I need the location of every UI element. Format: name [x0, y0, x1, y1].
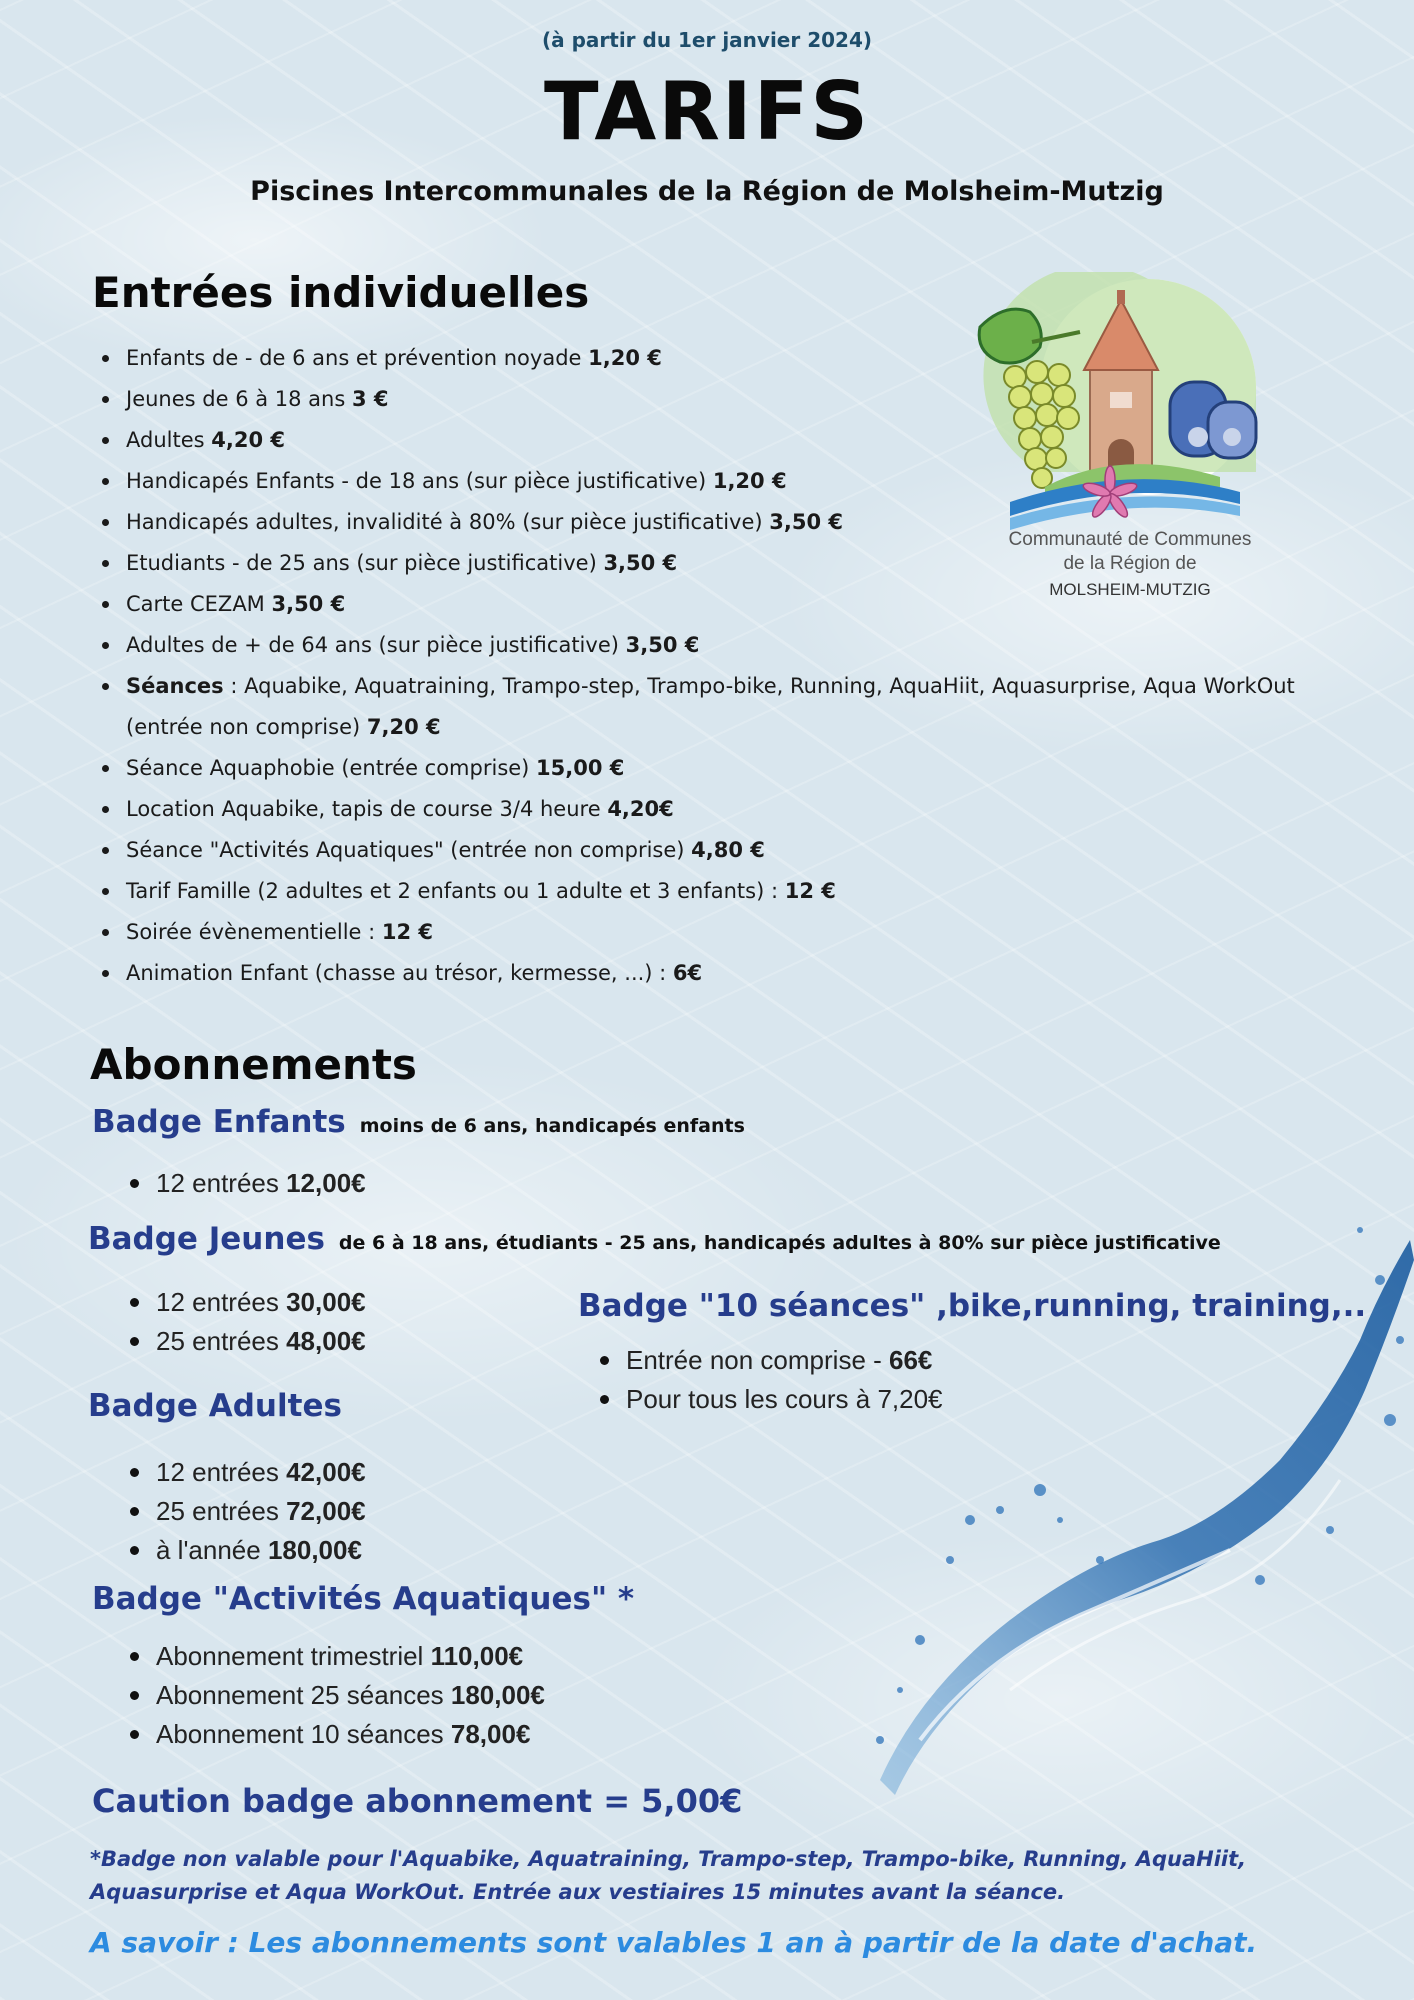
page-title: TARIFS: [544, 65, 870, 158]
badge-enfants-list: [122, 1164, 366, 1203]
badge-enfants-header: [92, 1104, 745, 1140]
badge-activites-list: [122, 1637, 545, 1754]
badge-deposit: Caution badge abonnement = 5,00€: [92, 1782, 743, 1820]
list-item: 25 entrées 48,00€: [122, 1322, 366, 1361]
list-item: à l'année 180,00€: [122, 1531, 366, 1570]
list-item: Séance "Activités Aquatiques" (entrée non comprise) 4,80 €: [92, 830, 1352, 871]
badge-activites-title: Badge "Activités Aquatiques" *: [92, 1581, 635, 1617]
list-item: Handicapés Enfants - de 18 ans (sur pièce justificative) 1,20 €: [92, 461, 1352, 502]
list-item: Carte CEZAM 3,50 €: [92, 584, 1352, 625]
list-item: Etudiants - de 25 ans (sur pièce justificative) 3,50 €: [92, 543, 1352, 584]
section-heading-individual: Entrées individuelles: [92, 268, 590, 317]
footnote: *Badge non valable pour l'Aquabike, Aquatraining, Trampo-step, Trampo-bike, Running, AquaHiit, Aquasurprise et Aqua WorkOut. Entrée aux vestiaires 15 minutes avant la séance.: [90, 1847, 1247, 1904]
badge-adultes-header: [88, 1388, 342, 1424]
list-item: Location Aquabike, tapis de course 3/4 heure 4,20€: [92, 789, 1352, 830]
list-item: 12 entrées 30,00€: [122, 1283, 366, 1322]
list-item: 12 entrées 42,00€: [122, 1453, 366, 1492]
list-item: Entrée non comprise - 66€: [592, 1341, 943, 1380]
list-item: Séance Aquaphobie (entrée comprise) 15,00 €: [92, 748, 1352, 789]
list-item: Soirée évènementielle : 12 €: [92, 912, 1352, 953]
list-item-seances: Séances : Aquabike, Aquatraining, Trampo-step, Trampo-bike, Running, AquaHiit, Aquasurprise, Aqua WorkOut (entrée non comprise) 7,20 €: [92, 666, 1352, 748]
list-item: 12 entrées 12,00€: [122, 1164, 366, 1203]
list-item: Abonnement 25 séances 180,00€: [122, 1676, 545, 1715]
individual-price-list: [92, 338, 1352, 994]
list-item: Adultes de + de 64 ans (sur pièce justificative) 3,50 €: [92, 625, 1352, 666]
list-item: Enfants de - de 6 ans et prévention noyade 1,20 €: [92, 338, 1352, 379]
badge-jeunes-note: de 6 à 18 ans, étudiants - 25 ans, handicapés adultes à 80% sur pièce justificative: [338, 1232, 1221, 1254]
list-item: Tarif Famille (2 adultes et 2 enfants ou 1 adulte et 3 enfants) : 12 €: [92, 871, 1352, 912]
effective-date: (à partir du 1er janvier 2024): [541, 28, 873, 52]
badge-jeunes-list: [122, 1283, 366, 1361]
badge-activites-header: [92, 1581, 634, 1617]
logo-line-2: de la Région de: [1063, 553, 1197, 574]
page-subtitle: Piscines Intercommunales de la Région de Molsheim-Mutzig: [250, 176, 1164, 207]
badge-adultes-list: [122, 1453, 366, 1570]
list-item: Jeunes de 6 à 18 ans 3 €: [92, 379, 1352, 420]
list-item: Abonnement 10 séances 78,00€: [122, 1715, 545, 1754]
list-item: Handicapés adultes, invalidité à 80% (sur pièce justificative) 3,50 €: [92, 502, 1352, 543]
badge-adultes-title: Badge Adultes: [88, 1388, 342, 1424]
badge-enfants-title: Badge Enfants: [92, 1104, 346, 1140]
logo-line-1: Communauté de Communes: [1008, 529, 1252, 550]
list-item: Pour tous les cours à 7,20€: [592, 1380, 943, 1419]
badge-10-seances-title: Badge "10 séances" ,bike,running, training,..: [578, 1288, 1367, 1324]
logo-line-3: MOLSHEIM-MUTZIG: [1049, 580, 1211, 599]
info-note: A savoir : Les abonnements sont valables 1 an à partir de la date d'achat.: [90, 1926, 1258, 1959]
list-item: Adultes 4,20 €: [92, 420, 1352, 461]
list-item: Animation Enfant (chasse au trésor, kermesse, ...) : 6€: [92, 953, 1352, 994]
section-heading-subscriptions: Abonnements: [90, 1040, 417, 1089]
badge-jeunes-title: Badge Jeunes: [88, 1221, 325, 1257]
badge-10-seances-header: [578, 1288, 1366, 1324]
list-item: Abonnement trimestriel 110,00€: [122, 1637, 545, 1676]
badge-10-seances-list: [592, 1341, 943, 1419]
list-item: 25 entrées 72,00€: [122, 1492, 366, 1531]
badge-enfants-note: moins de 6 ans, handicapés enfants: [359, 1115, 745, 1137]
